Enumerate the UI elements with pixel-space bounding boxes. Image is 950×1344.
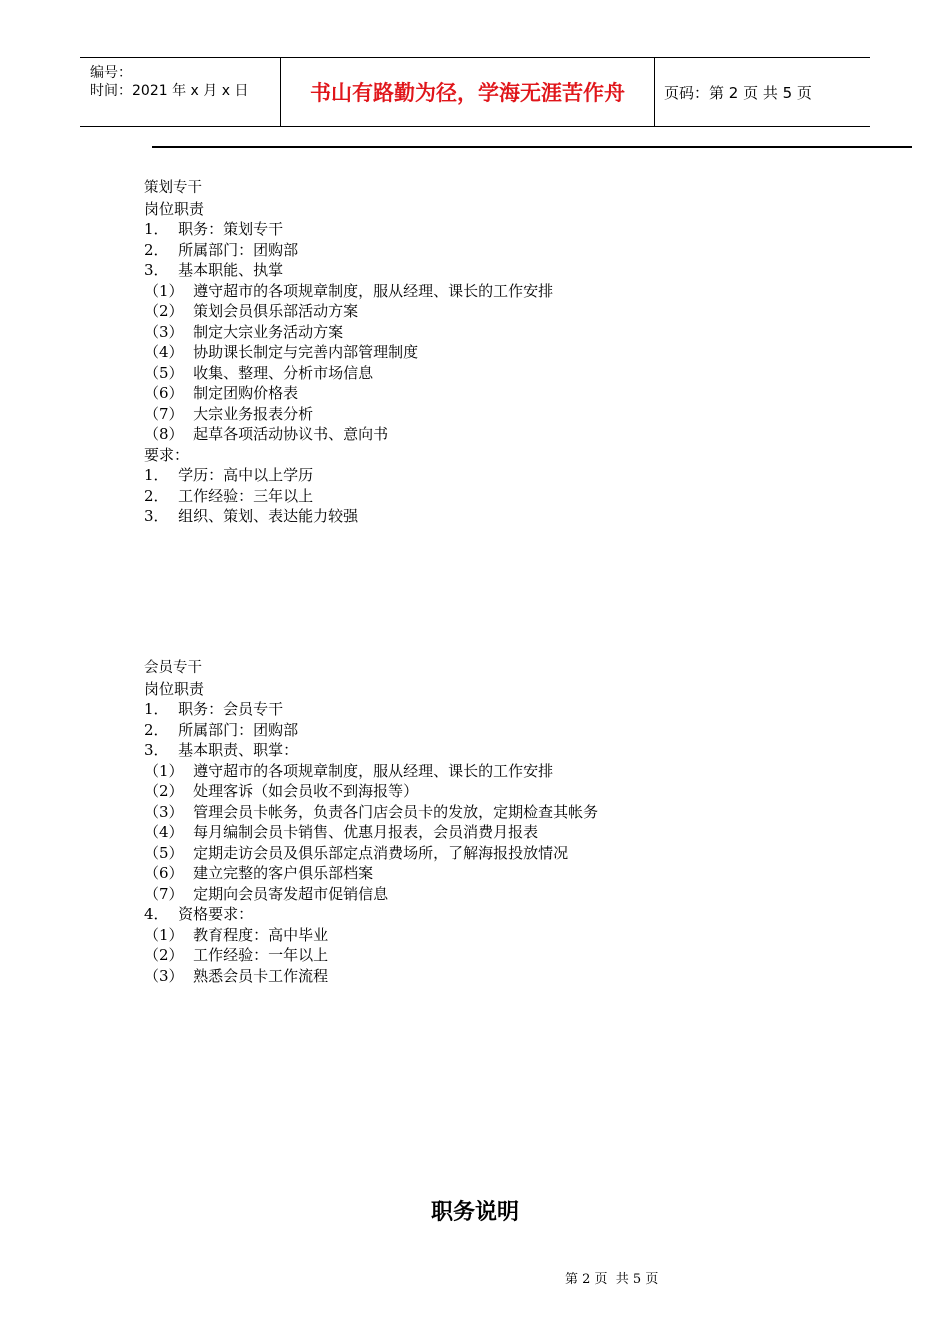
section-line: 2． 所属部门：团购部: [144, 720, 299, 739]
header-page-info: 页码：第 2 页 共 5 页: [664, 83, 812, 102]
header-meta: [80, 58, 280, 126]
section-body: [144, 679, 598, 987]
section-line: 1． 学历：高中以上学历: [144, 466, 314, 484]
section-line: 1． 职务：策划专干: [144, 220, 284, 238]
section-line: 1． 职务：会员专干: [144, 700, 284, 718]
section-line: （8） 起草各项活动协议书、意向书: [144, 425, 389, 443]
section-line: （6） 制定团购价格表: [144, 384, 299, 402]
section-line: （6） 建立完整的客户俱乐部档案: [144, 864, 374, 882]
section-title: 策划专干: [144, 180, 202, 196]
header-rule: [152, 146, 912, 148]
number-label: 编号：: [90, 65, 132, 81]
section-line: （3） 管理会员卡帐务，负责各门店会员卡的发放，定期检查其帐务: [144, 802, 599, 821]
section-line: （4） 协助课长制定与完善内部管理制度: [144, 343, 419, 361]
section-line: 3． 基本职能、执掌: [144, 261, 284, 279]
header-motto: 书山有路勤为径，学海无涯苦作舟: [280, 58, 655, 126]
date-line: 时间：2021 年 x 月 x 日: [90, 83, 249, 99]
section-line: （2） 处理客诉（如会员收不到海报等）: [144, 782, 419, 800]
section-line: 4． 资格要求：: [144, 905, 254, 923]
section-line: （3） 制定大宗业务活动方案: [144, 322, 344, 341]
section-line: 3． 组织、策划、表达能力较强: [144, 507, 359, 525]
section-line: （2） 工作经验：一年以上: [144, 946, 329, 964]
section-line: （3） 熟悉会员卡工作流程: [144, 966, 329, 985]
section-body: [144, 199, 553, 527]
section-line: （7） 大宗业务报表分析: [144, 404, 314, 423]
section-membership: [144, 658, 598, 986]
section-line: （1） 教育程度：高中毕业: [144, 925, 329, 944]
section-line: （1） 遵守超市的各项规章制度，服从经理、课长的工作安排: [144, 281, 554, 300]
section-line: （7） 定期向会员寄发超市促销信息: [144, 884, 389, 903]
section-line: （4） 每月编制会员卡销售、优惠月报表，会员消费月报表: [144, 823, 539, 841]
section-line: （2） 策划会员俱乐部活动方案: [144, 302, 359, 320]
section-line: （5） 收集、整理、分析市场信息: [144, 363, 374, 382]
section-line: 岗位职责: [144, 199, 205, 218]
section-title: 会员专干: [144, 660, 202, 676]
page-header: [80, 57, 870, 127]
section-line: 3． 基本职责、职掌：: [144, 741, 299, 759]
section-planning: [144, 178, 553, 527]
section-line: 要求：: [144, 445, 190, 464]
section-line: 岗位职责: [144, 679, 205, 698]
section-line: （5） 定期走访会员及俱乐部定点消费场所，了解海报投放情况: [144, 843, 569, 862]
section-line: （1） 遵守超市的各项规章制度，服从经理、课长的工作安排: [144, 761, 554, 780]
page-footer: 第 2 页 共 5 页: [565, 1272, 659, 1287]
section-line: 2． 所属部门：团购部: [144, 240, 299, 259]
section-line: 2． 工作经验：三年以上: [144, 486, 314, 505]
document-title: 职务说明: [430, 1200, 519, 1225]
